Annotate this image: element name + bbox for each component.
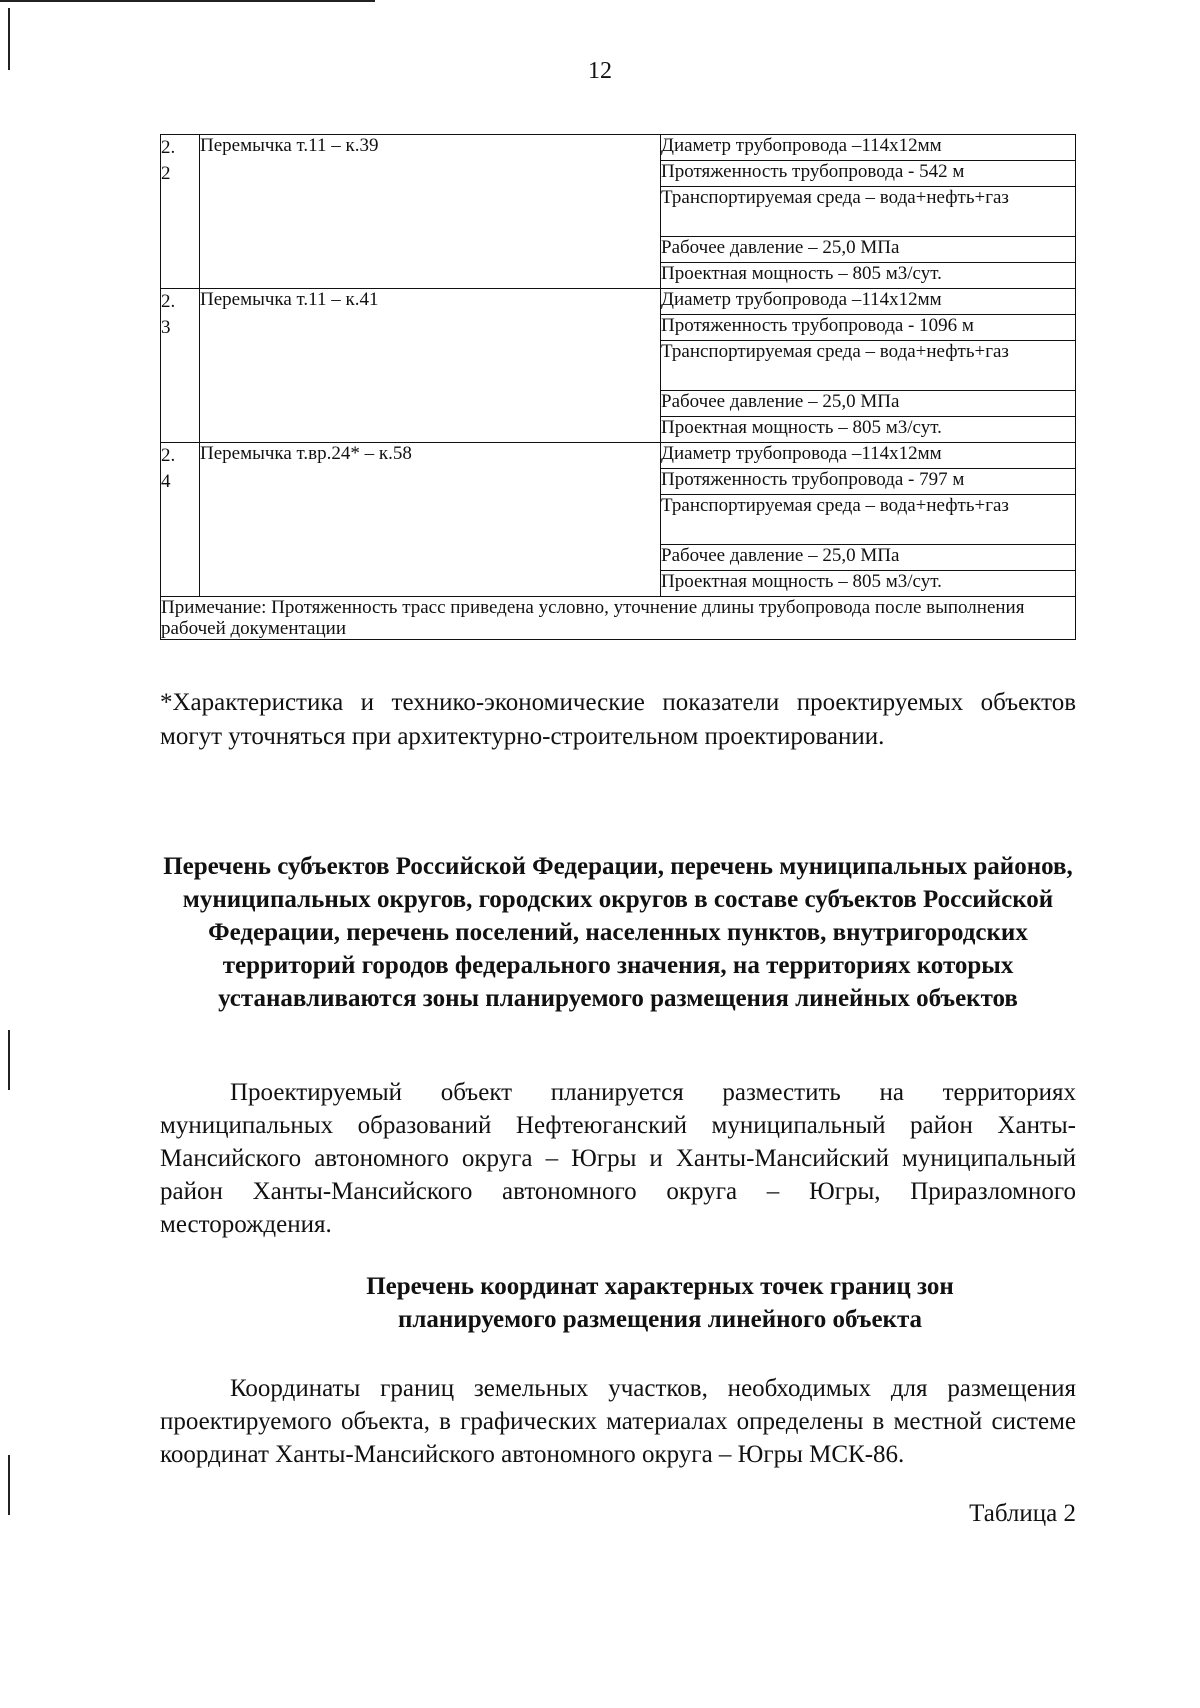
param-pressure: Рабочее давление – 25,0 МПа bbox=[661, 237, 1076, 263]
pipeline-table bbox=[160, 134, 1076, 640]
table-note: Примечание: Протяженность трасс приведена условно, уточнение длины трубопровода после выполнения рабочей документации bbox=[161, 597, 1076, 640]
param-capacity: Проектная мощность – 805 м3/сут. bbox=[661, 571, 1076, 597]
scan-artifact-top-line bbox=[0, 0, 375, 2]
param-length: Протяженность трубопровода - 1096 м bbox=[661, 315, 1076, 341]
page-number: 12 bbox=[588, 58, 612, 84]
scan-artifact-left-line-lower bbox=[8, 1030, 10, 1090]
section-paragraph-territories: Проектируемый объект планируется разместить на территориях муниципальных образований Нефтеюганский муниципальный район Ханты-Мансийского автономного округа – Югры и Ханты-Мансийский муниципальный район Ханты-Мансийского автономного округа – Югры, Приразломного месторождения. bbox=[160, 1079, 1076, 1238]
param-medium: Транспортируемая среда – вода+нефть+газ bbox=[661, 495, 1076, 545]
param-medium: Транспортируемая среда – вода+нефть+газ bbox=[661, 187, 1076, 237]
row-name: Перемычка т.вр.24* – к.58 bbox=[200, 443, 661, 597]
footnote: *Характеристика и технико-экономические показатели проектируемых объектов могут уточняться при архитектурно-строительном проектировании. bbox=[160, 689, 1076, 750]
section-paragraph-coordinates: Координаты границ земельных участков, необходимых для размещения проектируемого объекта, в графических материалах определены в местной системе координат Ханты-Мансийского автономного округа – Югры МСК-86. bbox=[160, 1375, 1076, 1468]
param-pressure: Рабочее давление – 25,0 МПа bbox=[661, 391, 1076, 417]
param-pressure: Рабочее давление – 25,0 МПа bbox=[661, 545, 1076, 571]
row-name: Перемычка т.11 – к.39 bbox=[200, 135, 661, 289]
scan-artifact-left-line-bottom bbox=[8, 1455, 10, 1515]
param-capacity: Проектная мощность – 805 м3/сут. bbox=[661, 417, 1076, 443]
param-capacity: Проектная мощность – 805 м3/сут. bbox=[661, 263, 1076, 289]
row-number: 2. 4 bbox=[161, 443, 200, 597]
section-heading-territories: Перечень субъектов Российской Федерации, перечень муниципальных районов, муниципальных округов, городских округов в составе субъектов Российской Федерации, перечень поселений, населенных пунктов, внутригородских территорий городов федерального значения, на территориях которых устанавливаются зоны планируемого размещения линейных объектов bbox=[163, 853, 1073, 1012]
row-number: 2. 3 bbox=[161, 289, 200, 443]
param-length: Протяженность трубопровода - 542 м bbox=[661, 161, 1076, 187]
param-length: Протяженность трубопровода - 797 м bbox=[661, 469, 1076, 495]
table-caption: Таблица 2 bbox=[969, 1500, 1076, 1527]
row-number: 2. 2 bbox=[161, 135, 200, 289]
param-medium: Транспортируемая среда – вода+нефть+газ bbox=[661, 341, 1076, 391]
param-diameter: Диаметр трубопровода –114х12мм bbox=[661, 443, 1076, 469]
param-diameter: Диаметр трубопровода –114х12мм bbox=[661, 289, 1076, 315]
row-name: Перемычка т.11 – к.41 bbox=[200, 289, 661, 443]
section-heading-coordinates: Перечень координат характерных точек границ зон планируемого размещения линейного объекта bbox=[366, 1273, 954, 1333]
param-diameter: Диаметр трубопровода –114х12мм bbox=[661, 135, 1076, 161]
